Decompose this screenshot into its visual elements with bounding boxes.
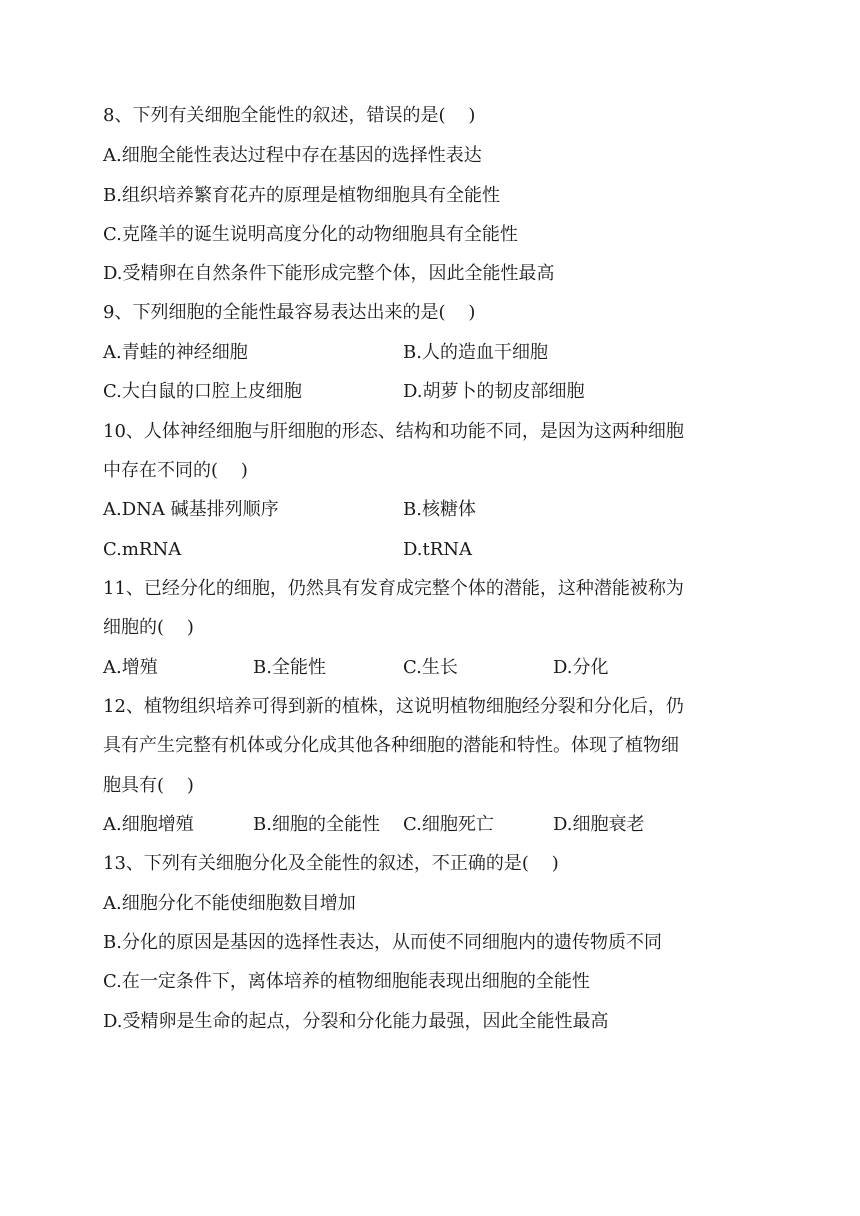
question-13-option-c: C.在一定条件下，离体培养的植物细胞能表现出细胞的全能性 <box>103 971 590 992</box>
question-12-stem-line-3: 胞具有( ) <box>103 775 194 796</box>
question-9-stem: 9、下列细胞的全能性最容易表达出来的是( ) <box>103 302 476 323</box>
question-8-option-b: B.组织培养繁育花卉的原理是植物细胞具有全能性 <box>103 185 500 206</box>
question-10-option-a: A.DNA 碱基排列顺序 <box>103 499 279 520</box>
question-11-stem-line-2: 细胞的( ) <box>103 617 194 638</box>
question-10-option-c: C.mRNA <box>103 539 182 560</box>
question-13-option-d: D.受精卵是生命的起点，分裂和分化能力最强，因此全能性最高 <box>103 1011 609 1032</box>
question-12-stem-line-2: 具有产生完整有机体或分化成其他各种细胞的潜能和特性。体现了植物细 <box>103 735 679 756</box>
question-12-option-d: D.细胞衰老 <box>553 814 645 835</box>
question-12-option-b: B.细胞的全能性 <box>253 814 380 835</box>
question-12-stem-line-1: 12、植物组织培养可得到新的植株，这说明植物细胞经分裂和分化后，仍 <box>103 696 684 717</box>
question-11-option-a: A.增殖 <box>103 657 158 678</box>
question-9-option-b: B.人的造血干细胞 <box>403 342 548 363</box>
question-11-stem-line-1: 11、已经分化的细胞，仍然具有发育成完整个体的潜能，这种潜能被称为 <box>103 578 684 599</box>
question-13-stem: 13、下列有关细胞分化及全能性的叙述，不正确的是( ) <box>103 853 559 874</box>
question-9-option-a: A.青蛙的神经细胞 <box>103 342 248 363</box>
question-10-stem-line-2: 中存在不同的( ) <box>103 460 248 481</box>
question-10-option-b: B.核糖体 <box>403 499 476 520</box>
question-10-stem-line-1: 10、人体神经细胞与肝细胞的形态、结构和功能不同，是因为这两种细胞 <box>103 421 684 442</box>
question-12-option-c: C.细胞死亡 <box>403 814 494 835</box>
question-9-option-c: C.大白鼠的口腔上皮细胞 <box>103 381 302 402</box>
question-8-option-a: A.细胞全能性表达过程中存在基因的选择性表达 <box>103 145 482 166</box>
question-11-option-c: C.生长 <box>403 657 458 678</box>
question-9-option-d: D.胡萝卜的韧皮部细胞 <box>403 381 585 402</box>
question-11-option-d: D.分化 <box>553 657 609 678</box>
question-8-option-d: D.受精卵在自然条件下能形成完整个体，因此全能性最高 <box>103 263 555 284</box>
question-8-option-c: C.克隆羊的诞生说明高度分化的动物细胞具有全能性 <box>103 224 518 245</box>
question-12-option-a: A.细胞增殖 <box>103 814 194 835</box>
question-10-option-d: D.tRNA <box>403 539 473 560</box>
question-8-stem: 8、下列有关细胞全能性的叙述，错误的是( ) <box>103 105 476 126</box>
question-13-option-a: A.细胞分化不能使细胞数目增加 <box>103 893 356 914</box>
question-13-option-b: B.分化的原因是基因的选择性表达，从而使不同细胞内的遗传物质不同 <box>103 932 662 953</box>
question-11-option-b: B.全能性 <box>253 657 326 678</box>
